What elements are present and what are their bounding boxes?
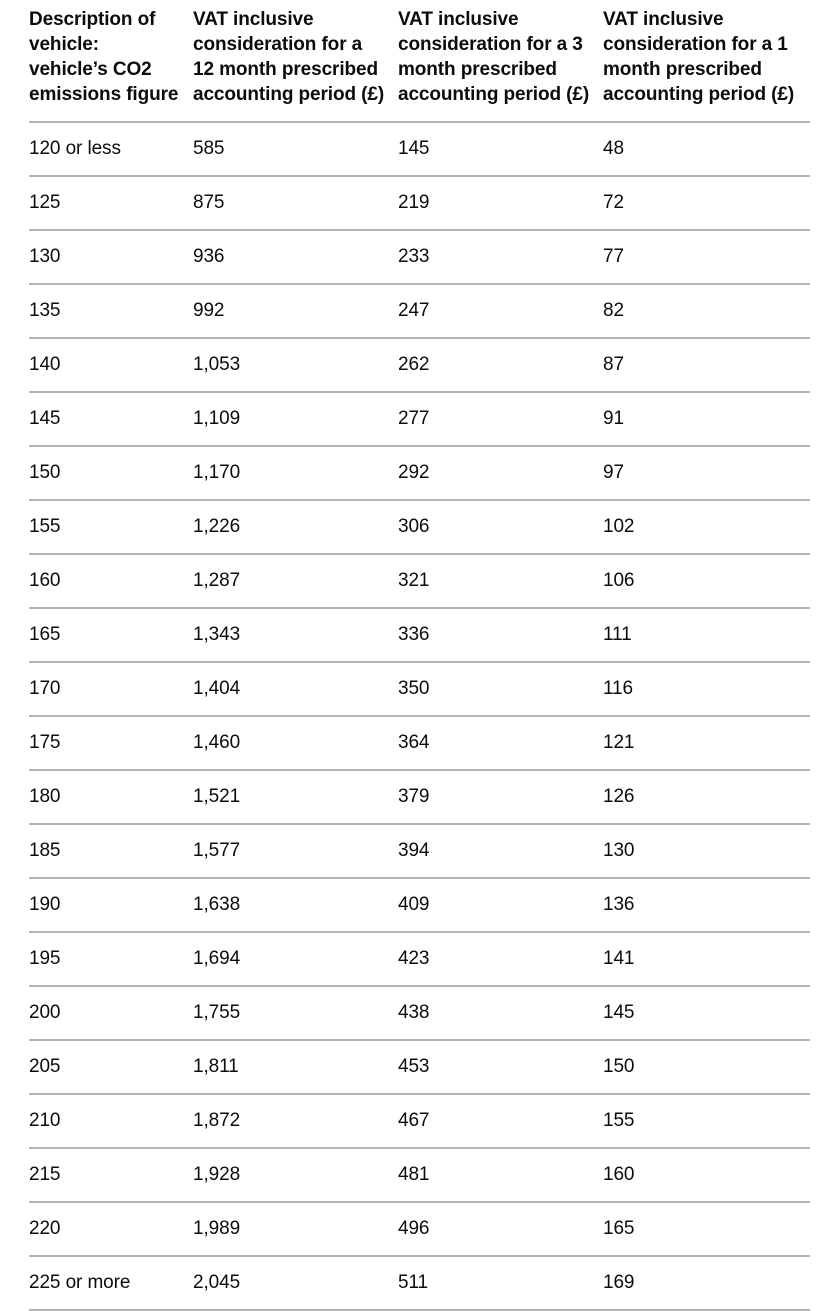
cell-vat-consideration: 481 <box>398 1148 603 1202</box>
cell-vat-consideration: 585 <box>193 122 398 176</box>
cell-co2-emissions: 125 <box>29 176 193 230</box>
cell-vat-consideration: 306 <box>398 500 603 554</box>
cell-vat-consideration: 875 <box>193 176 398 230</box>
cell-vat-consideration: 1,872 <box>193 1094 398 1148</box>
table-row <box>29 176 810 230</box>
table-row <box>29 230 810 284</box>
table-row <box>29 554 810 608</box>
table-row <box>29 392 810 446</box>
table-row <box>29 1040 810 1094</box>
cell-vat-consideration: 1,811 <box>193 1040 398 1094</box>
table-row <box>29 500 810 554</box>
cell-vat-consideration: 1,638 <box>193 878 398 932</box>
cell-vat-consideration: 145 <box>603 986 810 1040</box>
table-header <box>29 0 810 122</box>
vat-scale-charge-table <box>29 0 810 1311</box>
cell-vat-consideration: 262 <box>398 338 603 392</box>
cell-co2-emissions: 190 <box>29 878 193 932</box>
cell-vat-consideration: 1,928 <box>193 1148 398 1202</box>
table-row <box>29 824 810 878</box>
cell-co2-emissions: 180 <box>29 770 193 824</box>
cell-vat-consideration: 936 <box>193 230 398 284</box>
cell-vat-consideration: 364 <box>398 716 603 770</box>
cell-co2-emissions: 145 <box>29 392 193 446</box>
cell-vat-consideration: 496 <box>398 1202 603 1256</box>
cell-vat-consideration: 136 <box>603 878 810 932</box>
cell-vat-consideration: 336 <box>398 608 603 662</box>
cell-vat-consideration: 511 <box>398 1256 603 1310</box>
column-header-12-month: VAT inclusive consideration for a 12 month prescribed accounting period (£) <box>193 0 398 122</box>
cell-vat-consideration: 1,989 <box>193 1202 398 1256</box>
table-row <box>29 1094 810 1148</box>
cell-co2-emissions: 165 <box>29 608 193 662</box>
cell-vat-consideration: 467 <box>398 1094 603 1148</box>
table-row <box>29 1148 810 1202</box>
cell-co2-emissions: 205 <box>29 1040 193 1094</box>
cell-co2-emissions: 225 or more <box>29 1256 193 1310</box>
cell-co2-emissions: 135 <box>29 284 193 338</box>
cell-vat-consideration: 423 <box>398 932 603 986</box>
cell-vat-consideration: 145 <box>398 122 603 176</box>
cell-vat-consideration: 247 <box>398 284 603 338</box>
cell-vat-consideration: 150 <box>603 1040 810 1094</box>
column-header-1-month: VAT inclusive consideration for a 1 month prescribed accounting period (£) <box>603 0 810 122</box>
table-row <box>29 662 810 716</box>
cell-vat-consideration: 165 <box>603 1202 810 1256</box>
cell-vat-consideration: 77 <box>603 230 810 284</box>
cell-vat-consideration: 141 <box>603 932 810 986</box>
cell-co2-emissions: 160 <box>29 554 193 608</box>
cell-vat-consideration: 453 <box>398 1040 603 1094</box>
cell-co2-emissions: 175 <box>29 716 193 770</box>
cell-vat-consideration: 409 <box>398 878 603 932</box>
cell-co2-emissions: 170 <box>29 662 193 716</box>
table-row <box>29 1256 810 1310</box>
cell-vat-consideration: 82 <box>603 284 810 338</box>
cell-vat-consideration: 1,170 <box>193 446 398 500</box>
cell-vat-consideration: 1,577 <box>193 824 398 878</box>
cell-vat-consideration: 87 <box>603 338 810 392</box>
cell-vat-consideration: 1,404 <box>193 662 398 716</box>
table-row <box>29 446 810 500</box>
cell-co2-emissions: 195 <box>29 932 193 986</box>
cell-co2-emissions: 150 <box>29 446 193 500</box>
cell-vat-consideration: 1,460 <box>193 716 398 770</box>
cell-vat-consideration: 130 <box>603 824 810 878</box>
table-row <box>29 716 810 770</box>
cell-vat-consideration: 379 <box>398 770 603 824</box>
cell-vat-consideration: 1,287 <box>193 554 398 608</box>
cell-vat-consideration: 438 <box>398 986 603 1040</box>
cell-vat-consideration: 1,755 <box>193 986 398 1040</box>
cell-vat-consideration: 1,109 <box>193 392 398 446</box>
cell-co2-emissions: 140 <box>29 338 193 392</box>
table-row <box>29 986 810 1040</box>
table-body <box>29 122 810 1310</box>
table-row <box>29 770 810 824</box>
column-header-3-month: VAT inclusive consideration for a 3 month prescribed accounting period (£) <box>398 0 603 122</box>
cell-co2-emissions: 155 <box>29 500 193 554</box>
cell-vat-consideration: 48 <box>603 122 810 176</box>
cell-vat-consideration: 126 <box>603 770 810 824</box>
cell-vat-consideration: 72 <box>603 176 810 230</box>
table-row <box>29 122 810 176</box>
cell-vat-consideration: 1,053 <box>193 338 398 392</box>
cell-vat-consideration: 321 <box>398 554 603 608</box>
cell-vat-consideration: 394 <box>398 824 603 878</box>
table-row <box>29 878 810 932</box>
cell-vat-consideration: 97 <box>603 446 810 500</box>
cell-co2-emissions: 210 <box>29 1094 193 1148</box>
cell-vat-consideration: 233 <box>398 230 603 284</box>
cell-co2-emissions: 215 <box>29 1148 193 1202</box>
table-row <box>29 1202 810 1256</box>
cell-vat-consideration: 277 <box>398 392 603 446</box>
column-header-co2-emissions: Description of vehicle: vehicle’s CO2 emissions figure <box>29 0 193 122</box>
cell-vat-consideration: 1,343 <box>193 608 398 662</box>
cell-vat-consideration: 121 <box>603 716 810 770</box>
cell-vat-consideration: 2,045 <box>193 1256 398 1310</box>
table-row <box>29 338 810 392</box>
table-row <box>29 284 810 338</box>
cell-vat-consideration: 106 <box>603 554 810 608</box>
cell-co2-emissions: 200 <box>29 986 193 1040</box>
cell-vat-consideration: 219 <box>398 176 603 230</box>
cell-vat-consideration: 160 <box>603 1148 810 1202</box>
cell-vat-consideration: 111 <box>603 608 810 662</box>
cell-vat-consideration: 1,521 <box>193 770 398 824</box>
cell-vat-consideration: 116 <box>603 662 810 716</box>
cell-co2-emissions: 185 <box>29 824 193 878</box>
cell-vat-consideration: 992 <box>193 284 398 338</box>
cell-vat-consideration: 155 <box>603 1094 810 1148</box>
table-row <box>29 608 810 662</box>
cell-vat-consideration: 1,694 <box>193 932 398 986</box>
cell-vat-consideration: 91 <box>603 392 810 446</box>
cell-co2-emissions: 130 <box>29 230 193 284</box>
cell-co2-emissions: 120 or less <box>29 122 193 176</box>
cell-vat-consideration: 350 <box>398 662 603 716</box>
cell-co2-emissions: 220 <box>29 1202 193 1256</box>
cell-vat-consideration: 1,226 <box>193 500 398 554</box>
table-row <box>29 932 810 986</box>
cell-vat-consideration: 292 <box>398 446 603 500</box>
cell-vat-consideration: 169 <box>603 1256 810 1310</box>
table-header-row <box>29 0 810 122</box>
cell-vat-consideration: 102 <box>603 500 810 554</box>
